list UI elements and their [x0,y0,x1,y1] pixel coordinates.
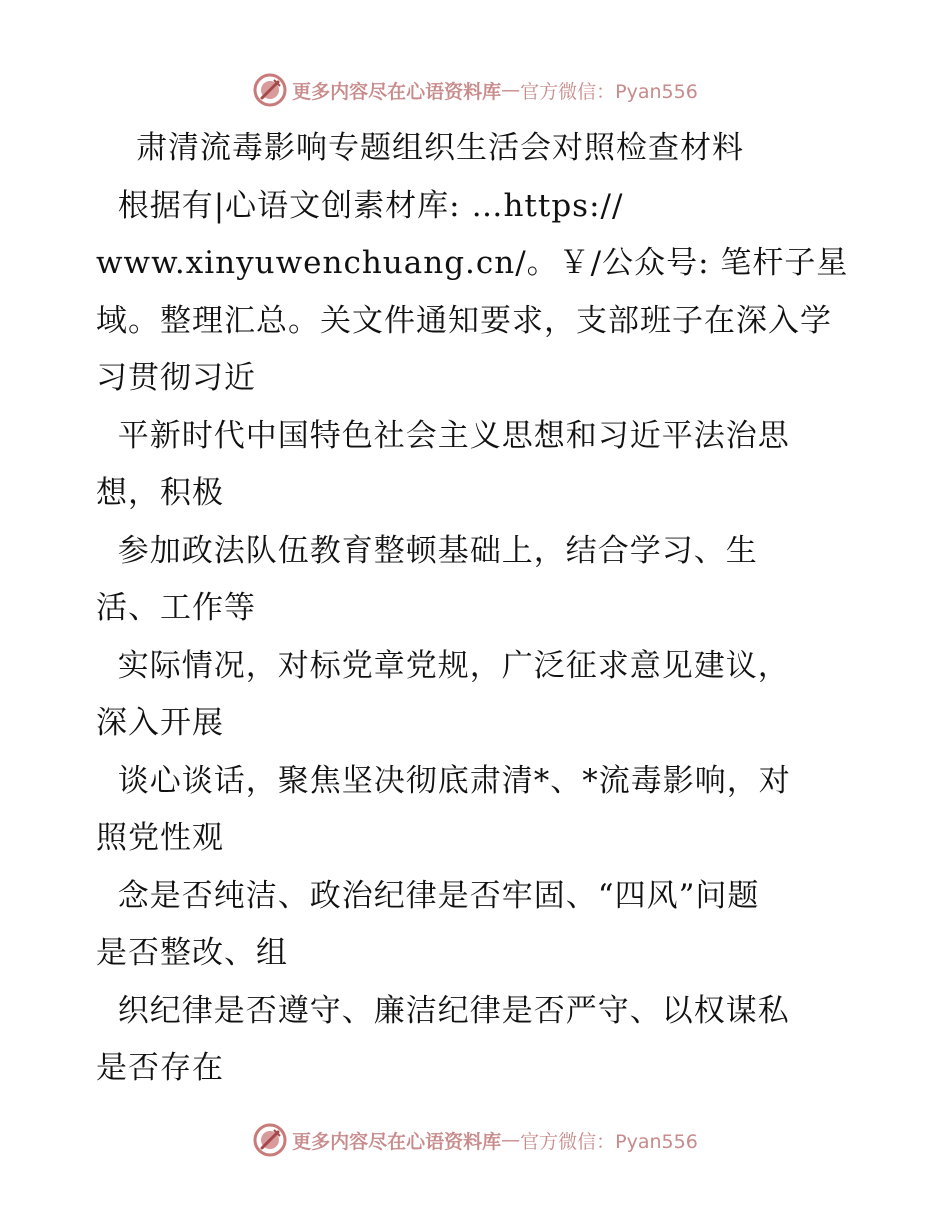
paragraph-rest: www.xinyuwenchuang.cn/。￥/公众号: 笔杆子星域。整理汇总。关文件通知要求，支部班子在深入学习贯彻习近 [96,245,849,396]
seal-logo-icon [252,72,288,108]
paragraph-first-line: 平新时代中国特色社会主义思想和习近平法治思 [117,417,790,454]
paragraph-rest: 照党性观 [96,820,224,856]
seal-logo-icon [252,1122,288,1158]
paragraph [96,638,856,753]
watermark-lead: 更多内容尽在心语资料库 [292,80,502,103]
watermark-footer [0,1120,950,1160]
paragraph [96,753,856,868]
paragraph [96,178,856,408]
paragraph-rest: 深入开展 [96,705,224,741]
paragraph [96,983,856,1098]
document-body [96,120,856,1098]
watermark-lead: 更多内容尽在心语资料库 [292,1130,502,1153]
paragraph-text: 根据有|心语文创素材库: …https:// [117,187,624,224]
paragraph [96,523,856,638]
paragraph-rest: 是否存在 [96,1050,224,1086]
paragraph-first-line: 谈心谈话，聚焦坚决彻底肃清*、*流毒影响，对 [117,762,791,799]
document-title: 肃清流毒影响专题组织生活会对照检查材料 [136,130,744,166]
watermark-separator: — [501,79,521,101]
paragraph-first-line: 念是否纯洁、政治纪律是否牢固、“四风”问题 [117,877,760,914]
paragraph-rest: 想，积极 [96,475,224,511]
watermark-account: 官方微信：Pyan556 [520,1130,698,1153]
paragraph-rest: 活、工作等 [96,590,256,626]
watermark-separator: — [501,1129,521,1151]
paragraph [96,868,856,983]
watermark-account: 官方微信：Pyan556 [520,80,698,103]
paragraph [96,408,856,523]
paragraph-first-line: 织纪律是否遵守、廉洁纪律是否严守、以权谋私 [117,992,790,1029]
paragraph-rest: 是否整改、组 [96,935,288,971]
watermark-header [0,70,950,110]
paragraph-first-line: 实际情况，对标党章党规，广泛征求意见建议， [117,647,790,684]
paragraph-first-line: 参加政法队伍教育整顿基础上，结合学习、生 [117,532,758,569]
paragraph-first-line [96,188,623,224]
